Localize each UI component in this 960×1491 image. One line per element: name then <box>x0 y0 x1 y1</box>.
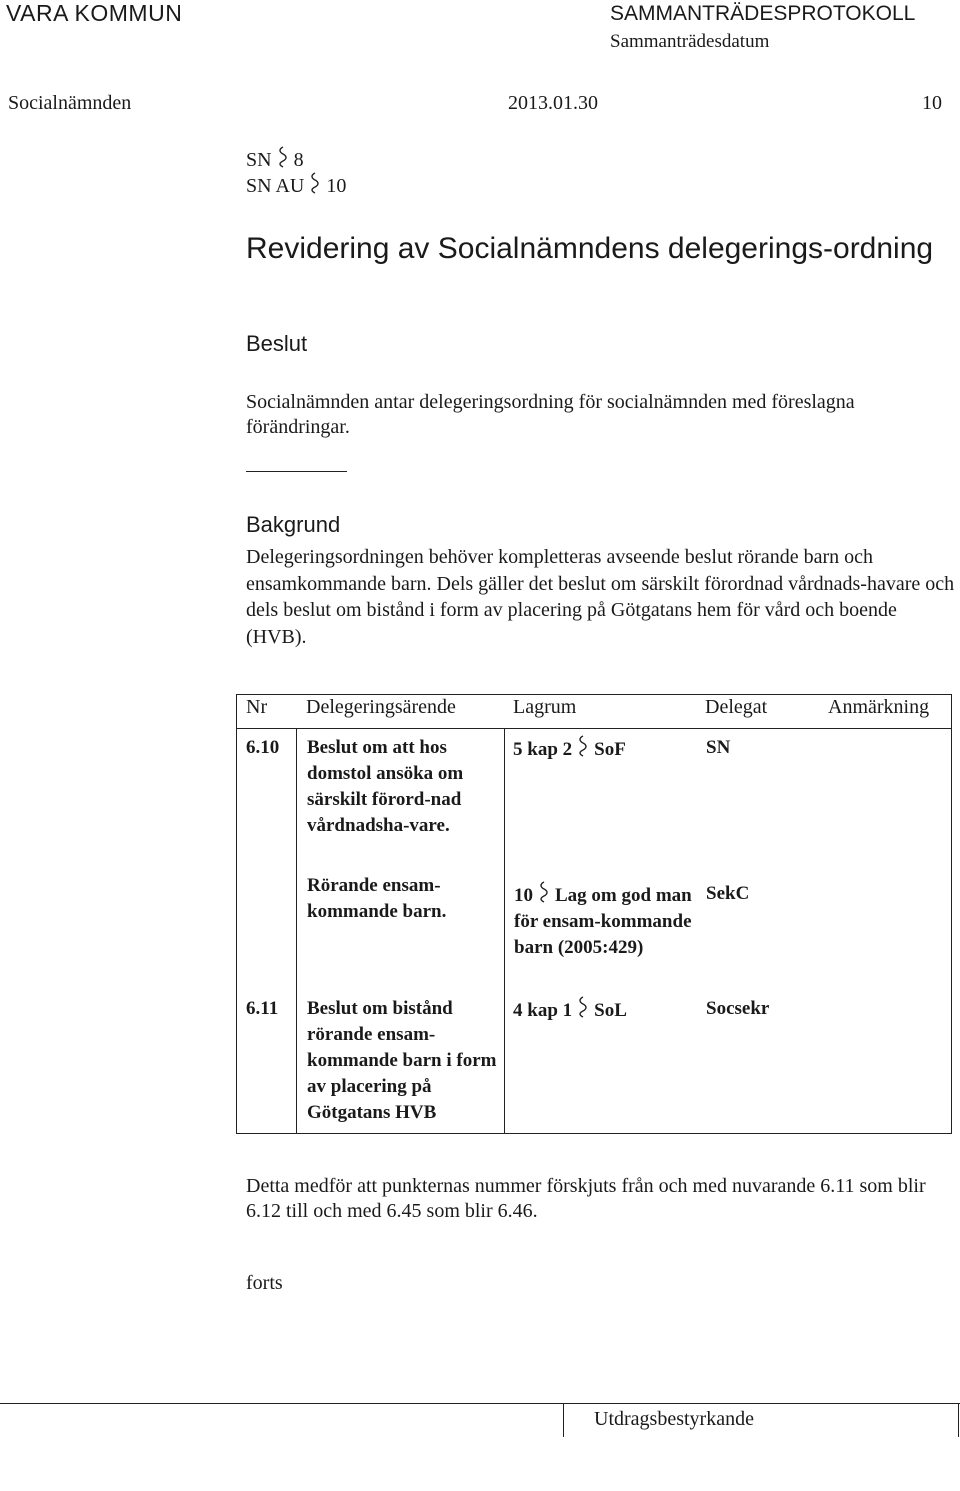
table-cell-arende: Beslut om bistånd rörande ensam-kommande barn i form av placering på Götgatans HVB <box>307 998 497 1123</box>
reference-prefix: SN AU <box>246 175 305 197</box>
reference-prefix: SN <box>246 149 272 171</box>
footer-box-left-border <box>563 1403 564 1437</box>
table-cell-lagrum-2 <box>514 881 694 961</box>
lagrum-ref: 5 kap 2 <box>513 739 573 760</box>
table-cell-nr: 6.11 <box>246 998 279 1019</box>
section-sign-icon <box>537 881 551 903</box>
table-cell-lagrum <box>513 996 627 1024</box>
table-column-divider <box>504 729 505 1133</box>
beslut-text: Socialnämnden antar delegeringsordning för socialnämnden med föreslagna förändringar. <box>246 391 855 438</box>
renumbering-note: Detta medför att punkternas nummer förskjuts från och med nuvarande 6.11 som blir 6.12 till och med 6.45 som blir 6.46. <box>246 1175 926 1222</box>
page-title: Revidering av Socialnämndens delegerings-ordning <box>246 232 934 265</box>
reference-number: 10 <box>326 175 347 197</box>
column-header-lagrum: Lagrum <box>513 696 577 718</box>
page-number: 10 <box>922 92 942 114</box>
column-header-delegeringsarende: Delegeringsärende <box>306 696 456 718</box>
reference-number: 8 <box>293 149 304 171</box>
table-cell-delegat-2: SekC <box>706 883 750 904</box>
table-cell-nr: 6.10 <box>246 737 280 758</box>
section-sign-icon <box>576 735 590 757</box>
reference-sn-au <box>246 172 346 198</box>
column-header-anmarkning: Anmärkning <box>828 696 930 718</box>
bakgrund-text: Delegeringsordningen behöver kompletteras avseende beslut rörande barn och ensamkommande barn. Dels gäller det beslut om särskilt förordnad vårdnads-havare och dels beslut om bistånd i form av placering på Götgatans hem för vård och boende (HVB). <box>246 546 955 648</box>
section-sign-icon <box>576 996 590 1018</box>
table-cell-delegat: SN <box>706 737 731 758</box>
table-cell-arende-note: Rörande ensam-kommande barn. <box>307 875 447 922</box>
committee-name: Socialnämnden <box>8 92 132 114</box>
section-sign-icon <box>308 172 322 194</box>
section-sign-icon <box>276 146 290 168</box>
municipality-name: VARA KOMMUN <box>6 0 183 26</box>
lagrum-ref: 10 <box>514 885 533 906</box>
lagrum-law: SoL <box>594 1000 627 1021</box>
beslut-heading: Beslut <box>246 331 308 356</box>
section-divider <box>246 471 347 472</box>
lagrum-ref: 4 kap 1 <box>513 1000 573 1021</box>
reference-sn <box>246 146 304 172</box>
meeting-date-label: Sammanträdesdatum <box>610 31 770 52</box>
column-header-nr: Nr <box>246 696 268 718</box>
column-header-delegat: Delegat <box>705 696 768 718</box>
table-header-divider <box>237 728 951 729</box>
footer-divider <box>0 1403 960 1404</box>
certification-label: Utdragsbestyrkande <box>594 1408 754 1430</box>
table-column-divider <box>296 729 297 1133</box>
lagrum-law: Lag om god man för ensam-kommande barn (2005:429) <box>514 885 692 958</box>
table-cell-delegat: Socsekr <box>706 998 770 1019</box>
protocol-title: SAMMANTRÄDESPROTOKOLL <box>610 2 916 25</box>
footer-box-right-border <box>958 1403 959 1437</box>
meeting-date: 2013.01.30 <box>508 92 598 114</box>
continued-label: forts <box>246 1272 283 1294</box>
bakgrund-heading: Bakgrund <box>246 512 341 537</box>
table-cell-arende: Beslut om att hos domstol ansöka om särskilt förord-nad vårdnadsha-vare. <box>307 737 464 836</box>
table-cell-lagrum <box>513 735 626 763</box>
lagrum-law: SoF <box>594 739 626 760</box>
